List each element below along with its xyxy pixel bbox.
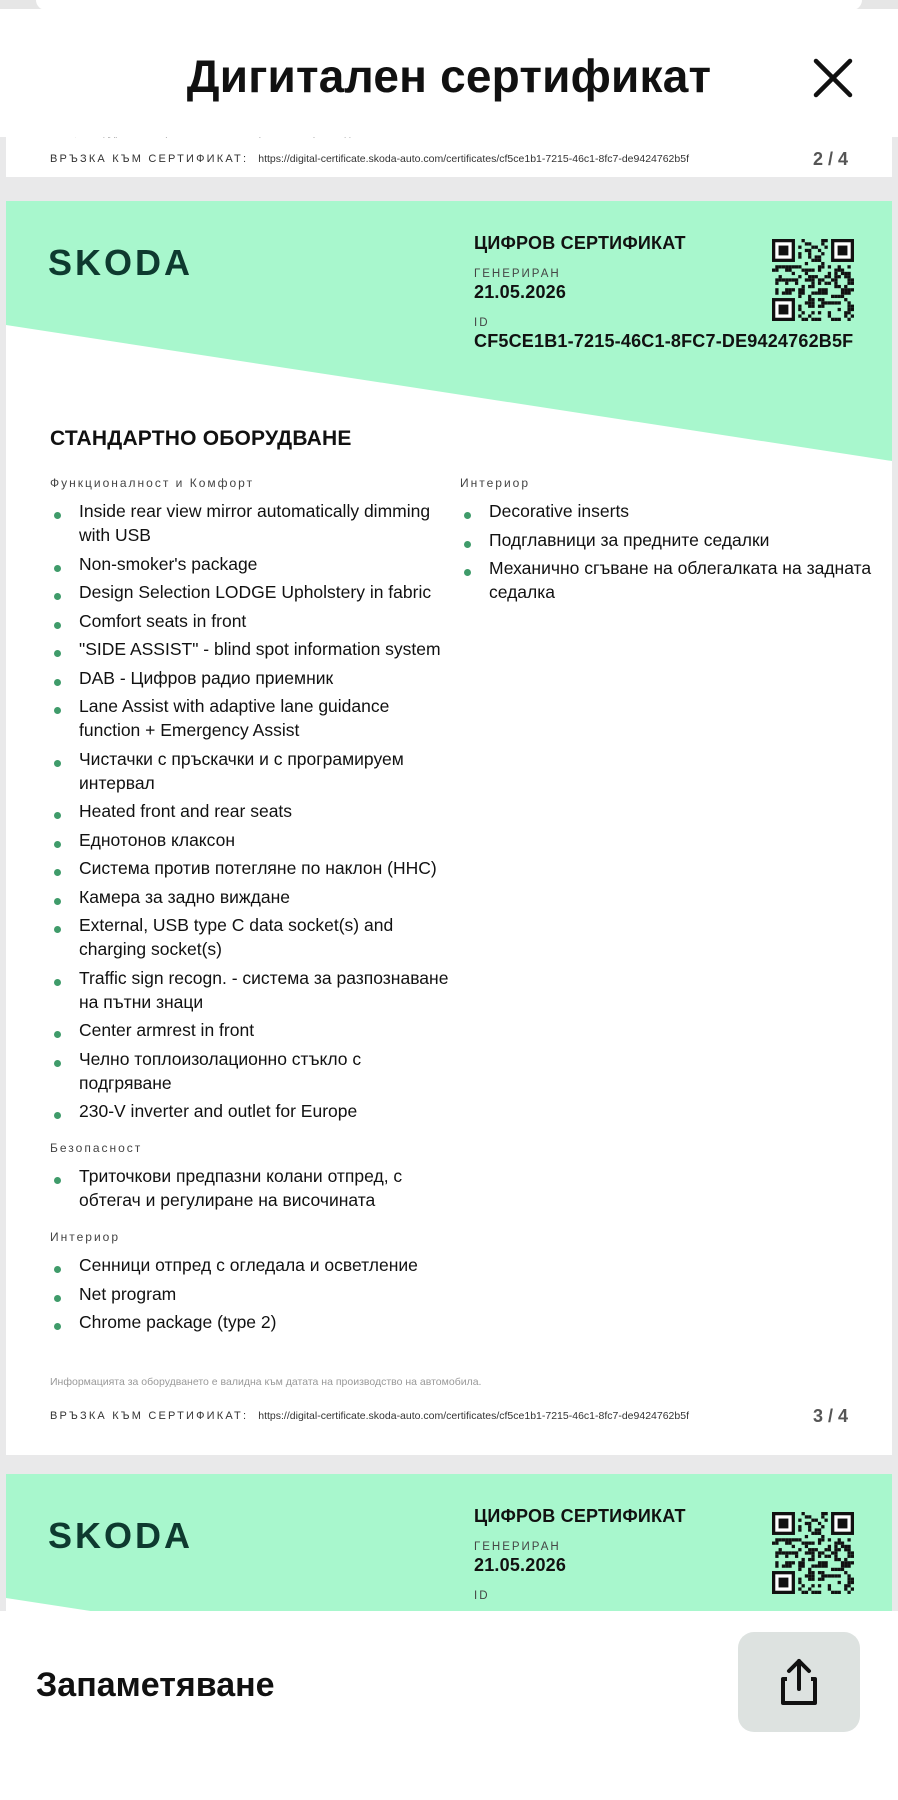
equipment-item: Еднотонов клаксон — [50, 828, 450, 852]
skoda-logo — [48, 1516, 218, 1554]
certificate-title: ЦИФРОВ СЕРТИФИКАТ — [474, 233, 686, 253]
skoda-logo — [48, 243, 218, 281]
id-label: ID — [474, 1590, 490, 1602]
equipment-column-right — [460, 476, 880, 609]
qr-code — [772, 1512, 854, 1594]
bottom-sheet — [0, 9, 898, 1800]
svg-text:SKODA: SKODA — [48, 1515, 194, 1556]
equipment-item: Traffic sign recogn. - система за разпознаване на пътни знаци — [50, 966, 450, 1014]
equipment-column-left — [50, 476, 450, 1339]
equipment-item: Net program — [50, 1282, 450, 1306]
page2-footer — [50, 147, 848, 171]
equipment-item: Сенници отпред с огледала и осветление — [50, 1253, 450, 1277]
pdf-viewer[interactable] — [0, 137, 898, 1611]
equipment-item: Chrome package (type 2) — [50, 1310, 450, 1334]
equipment-item: Система против потегляне по наклон (HHC) — [50, 856, 450, 880]
id-label: ID — [474, 317, 490, 329]
equipment-item: Челно топлоизолационно стъкло с подгряване — [50, 1047, 450, 1095]
certificate-page-3 — [6, 201, 892, 1455]
save-button[interactable]: Запаметяване — [36, 1666, 275, 1704]
share-icon — [777, 1657, 821, 1707]
generated-date: 21.05.2026 — [474, 1555, 567, 1575]
certificate-title: ЦИФРОВ СЕРТИФИКАТ — [474, 1506, 686, 1526]
generated-label: ГЕНЕРИРАН — [474, 1541, 561, 1553]
qr-code — [772, 239, 854, 321]
generated-label: ГЕНЕРИРАН — [474, 268, 561, 280]
close-icon — [808, 53, 858, 103]
page-number: 2 / 4 — [812, 149, 848, 169]
equipment-item: Comfort seats in front — [50, 609, 450, 633]
certificate-link-label: ВРЪЗКА КЪМ СЕРТИФИКАТ: — [50, 153, 249, 165]
certificate-link-url[interactable]: https://digital-certificate.skoda-auto.com/certificates/cf5ce1b1-7215-46c1-8fc7-de9424762b5f — [258, 1410, 689, 1422]
svg-text:SKODA: SKODA — [48, 242, 194, 283]
equipment-item: External, USB type C data socket(s) and charging socket(s) — [50, 913, 450, 961]
sheet-title: Дигитален сертификат — [186, 50, 712, 102]
equipment-list — [50, 1253, 450, 1334]
equipment-list — [50, 1164, 450, 1212]
equipment-item: Design Selection LODGE Upholstery in fabric — [50, 580, 450, 604]
equipment-item: Heated front and rear seats — [50, 799, 450, 823]
close-button[interactable] — [808, 53, 858, 103]
generated-date: 21.05.2026 — [474, 282, 567, 302]
equipment-item: Камера за задно виждане — [50, 885, 450, 909]
equipment-item: "SIDE ASSIST" - blind spot information system — [50, 637, 450, 661]
share-button[interactable] — [738, 1632, 860, 1732]
equipment-list — [50, 499, 450, 1123]
validity-note: Информацията за оборудването е валидна към датата на производство на автомобила. — [50, 1376, 482, 1388]
equipment-list — [460, 499, 880, 604]
bottom-bar — [0, 1611, 898, 1800]
equipment-item: Center armrest in front — [50, 1018, 450, 1042]
equipment-item: Lane Assist with adaptive lane guidance function + Emergency Assist — [50, 694, 450, 742]
certificate-link-url[interactable]: https://digital-certificate.skoda-auto.com/certificates/cf5ce1b1-7215-46c1-8fc7-de9424762b5f — [258, 153, 689, 165]
category-heading: Функционалност и Комфорт — [50, 476, 255, 490]
page-number: 3 / 4 — [812, 1406, 848, 1426]
category-heading: Интериор — [460, 476, 531, 490]
equipment-item: Чистачки с пръскачки и с програмируем интервал — [50, 747, 450, 795]
equipment-item: 230-V inverter and outlet for Europe — [50, 1099, 450, 1123]
equipment-item: Триточкови предпазни колани отпред, с обтегач и регулиране на височината — [50, 1164, 450, 1212]
certificate-info — [474, 1506, 686, 1602]
equipment-item: Decorative inserts — [460, 499, 880, 523]
equipment-item: Механично сгъване на облегалката на задната седалка — [460, 556, 880, 604]
category-heading: Безопасност — [50, 1141, 143, 1155]
equipment-item: Non-smoker's package — [50, 552, 450, 576]
certificate-id: CF5CE1B1-7215-46C1-8FC7-DE9424762B5F — [474, 331, 854, 351]
equipment-item: Подглавници за предните седалки — [460, 528, 880, 552]
section-title: СТАНДАРТНО ОБОРУДВАНЕ — [50, 427, 352, 450]
equipment-item: Inside rear view mirror automatically dimming with USB — [50, 499, 450, 547]
category-heading: Интериор — [50, 1230, 121, 1244]
page3-footer — [50, 1404, 848, 1428]
sheet-header — [0, 9, 898, 137]
certificate-link-label: ВРЪЗКА КЪМ СЕРТИФИКАТ: — [50, 1410, 249, 1422]
equipment-item: DAB - Цифров радио приемник — [50, 666, 450, 690]
